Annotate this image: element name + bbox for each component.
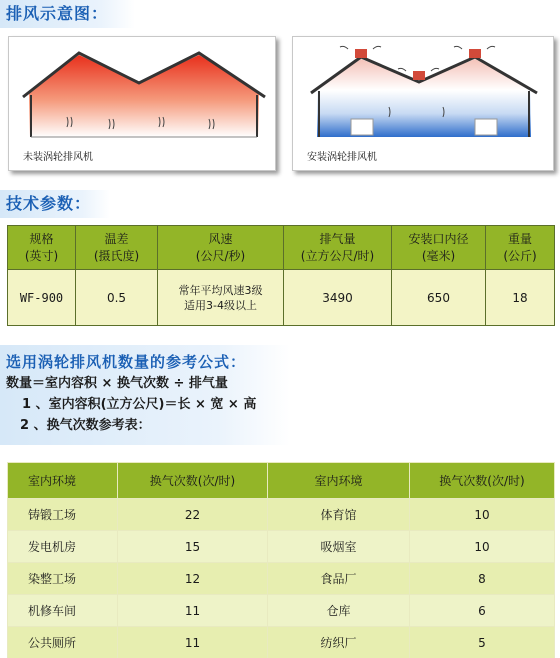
env-cell: 10 [410,531,555,563]
caption-without-fan: 未装涡轮排风机 [23,152,93,163]
spec-header-exhaust: 排气量 (立方公尺/时) [284,226,392,270]
env-cell: 铸锻工场 [8,499,118,531]
table-row [8,531,555,563]
caption-with-fan: 安装涡轮排风机 [307,152,377,163]
spec-weight: 18 [486,270,555,326]
env-cell: 8 [410,563,555,595]
formula-line-2: 2 、换气次数参考表： [20,418,151,433]
spec-header-temp: 温差 (摄氏度) [76,226,158,270]
spec-wind: 常年平均风速3级 适用3-4级以上 [158,270,284,326]
spec-header-wind: 风速 (公尺/秒) [158,226,284,270]
table-row [8,499,555,531]
spec-model: WF-900 [8,270,76,326]
env-cell: 发电机房 [8,531,118,563]
env-cell: 体育馆 [268,499,410,531]
env-cell: 公共厕所 [8,627,118,658]
spec-table [7,225,555,326]
env-cell: 机修车间 [8,595,118,627]
spec-data-row [8,270,555,326]
env-cell: 5 [410,627,555,658]
env-cell: 仓库 [268,595,410,627]
env-header-env-2: 室内环境 [268,463,410,499]
formula-title: 选用涡轮排风机数量的参考公式： [6,353,247,371]
env-cell: 22 [118,499,268,531]
table-row [8,627,555,658]
section-title-spec: 技术参数： [0,190,110,218]
env-cell: 15 [118,531,268,563]
spec-header-row [8,226,555,270]
diagram-with-fan [292,36,554,171]
env-header-rate-2: 换气次数(次/时) [410,463,555,499]
env-cell: 12 [118,563,268,595]
table-row [8,563,555,595]
section-title-diagram: 排风示意图： [0,0,135,28]
env-cell: 纺织厂 [268,627,410,658]
spec-header-weight: 重量 (公斤) [486,226,555,270]
env-header-row [8,463,555,499]
formula-line-1: 1 、室内容积(立方公尺)＝长 × 宽 × 高 [22,397,257,412]
spec-header-diameter: 安装口内径 (毫米) [392,226,486,270]
formula-line-0: 数量＝室内容积 × 换气次数 ÷ 排气量 [6,376,228,391]
env-cell: 11 [118,627,268,658]
env-cell: 11 [118,595,268,627]
env-cell: 10 [410,499,555,531]
spec-temp-diff: 0.5 [76,270,158,326]
ventilation-rate-table [7,462,555,658]
env-cell: 食品厂 [268,563,410,595]
diagram-without-fan [8,36,276,171]
env-cell: 染整工场 [8,563,118,595]
spec-diameter: 650 [392,270,486,326]
spec-header-model: 规格 (英寸) [8,226,76,270]
env-header-env-1: 室内环境 [8,463,118,499]
table-row [8,595,555,627]
formula-block [0,345,290,445]
env-cell: 6 [410,595,555,627]
env-header-rate-1: 换气次数(次/时) [118,463,268,499]
env-cell: 吸烟室 [268,531,410,563]
spec-exhaust: 3490 [284,270,392,326]
